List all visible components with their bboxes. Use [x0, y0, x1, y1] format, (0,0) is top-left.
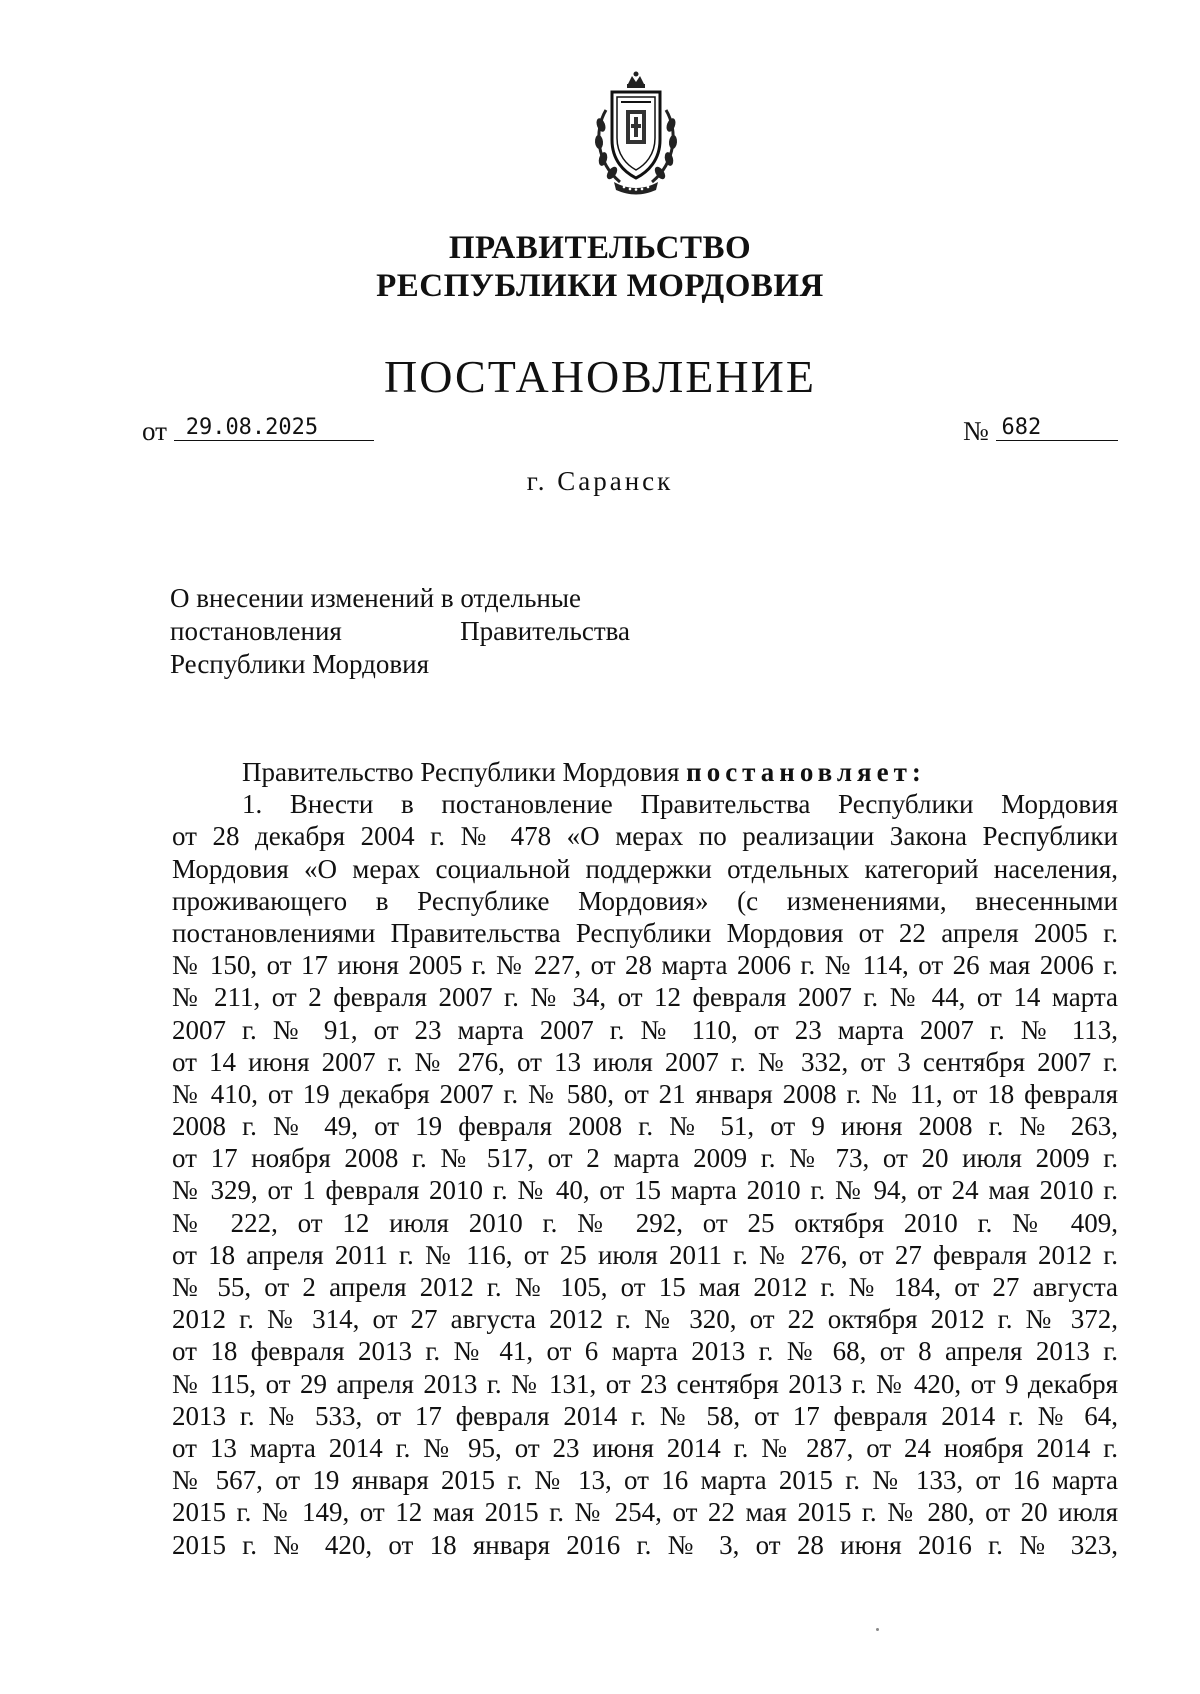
document-body — [172, 756, 1118, 1561]
body-line: № 150, от 17 июня 2005 г. № 227, от 28 марта 2006 г. № 114, от 26 мая 2006 г. — [172, 950, 1118, 981]
intro-text: Правительство Республики Мордовия — [242, 757, 687, 787]
coat-of-arms-icon — [584, 70, 688, 200]
scan-speck — [876, 1628, 879, 1631]
body-line: 2015 г. № 149, от 12 мая 2015 г. № 254, от 22 мая 2015 г. № 280, от 20 июля — [172, 1497, 1118, 1528]
subject-line1: О внесении изменений в отдельные — [170, 583, 581, 613]
body-line: № 55, от 2 апреля 2012 г. № 105, от 15 мая 2012 г. № 184, от 27 августа — [172, 1272, 1118, 1302]
body-line: 2008 г. № 49, от 19 февраля 2008 г. № 51, от 9 июня 2008 г. № 263, — [172, 1111, 1118, 1142]
org-name-line2: РЕСПУБЛИКИ МОРДОВИЯ — [376, 268, 824, 304]
body-intro — [172, 756, 1118, 788]
subject-line2-part2: Правительства — [460, 616, 630, 646]
body-line: Мордовия «О мерах социальной поддержки отдельных категорий населения, — [172, 853, 1118, 884]
body-line: № 211, от 2 февраля 2007 г. № 34, от 12 февраля 2007 г. № 44, от 14 марта — [172, 982, 1118, 1013]
body-line: № 329, от 1 февраля 2010 г. № 40, от 15 марта 2010 г. № 94, от 24 мая 2010 г. — [172, 1175, 1118, 1206]
body-line: от 14 июня 2007 г. № 276, от 13 июля 2007 г. № 332, от 3 сентября 2007 г. — [172, 1046, 1118, 1077]
body-line: № 410, от 19 декабря 2007 г. № 580, от 21 января 2008 г. № 11, от 18 февраля — [172, 1078, 1118, 1109]
body-line: № 567, от 19 января 2015 г. № 13, от 16 марта 2015 г. № 133, от 16 марта — [172, 1465, 1118, 1496]
intro-resolves: постановляет: — [686, 757, 926, 787]
city-name: г. Саранск — [526, 466, 674, 496]
date-requisite — [142, 416, 374, 447]
date-prefix: от — [142, 416, 167, 446]
document-type-title: ПОСТАНОВЛЕНИЕ — [384, 351, 816, 402]
body-line: от 18 февраля 2013 г. № 41, от 6 марта 2013 г. № 68, от 8 апреля 2013 г. — [172, 1336, 1118, 1367]
body-line: от 17 ноября 2008 г. № 517, от 2 марта 2009 г. № 73, от 20 июля 2009 г. — [172, 1143, 1118, 1174]
date-value: 29.08.2025 — [174, 416, 374, 441]
subject-line3: Республики Мордовия — [170, 649, 430, 679]
body-line: 1. Внести в постановление Правительства Республики Мордовия — [242, 789, 1118, 820]
body-line: 2015 г. № 420, от 18 января 2016 г. № 3, от 28 июня 2016 г. № 323, — [172, 1529, 1118, 1560]
body-line: № 222, от 12 июля 2010 г. № 292, от 25 октября 2010 г. № 409, — [172, 1207, 1118, 1238]
body-line: от 28 декабря 2004 г. № 478 «О мерах по реализации Закона Республики — [172, 821, 1118, 852]
body-line: постановлениями Правительства Республики Мордовия от 22 апреля 2005 г. — [172, 917, 1118, 948]
body-line: 2012 г. № 314, от 27 августа 2012 г. № 320, от 22 октября 2012 г. № 372, — [172, 1304, 1118, 1335]
body-line: 2007 г. № 91, от 23 марта 2007 г. № 110, от 23 марта 2007 г. № 113, — [172, 1014, 1118, 1045]
body-line: № 115, от 29 апреля 2013 г. № 131, от 23 сентября 2013 г. № 420, от 9 декабря — [172, 1368, 1118, 1399]
body-line: 2013 г. № 533, от 17 февраля 2014 г. № 58, от 17 февраля 2014 г. № 64, — [172, 1400, 1118, 1431]
subject-line2-part1: постановления — [170, 616, 342, 646]
document-subject — [170, 582, 630, 681]
number-requisite — [963, 416, 1118, 447]
subject-line2 — [170, 615, 630, 648]
body-line: проживающего в Республике Мордовия» (с изменениями, внесенными — [172, 885, 1118, 916]
body-line: от 18 апреля 2011 г. № 116, от 25 июля 2011 г. № 276, от 27 февраля 2012 г. — [172, 1239, 1118, 1270]
number-value: 682 — [996, 416, 1118, 441]
org-name-line1: ПРАВИТЕЛЬСТВО — [448, 230, 752, 266]
body-line: от 13 марта 2014 г. № 95, от 23 июня 2014 г. № 287, от 24 ноября 2014 г. — [172, 1432, 1118, 1463]
number-prefix: № — [963, 416, 989, 446]
